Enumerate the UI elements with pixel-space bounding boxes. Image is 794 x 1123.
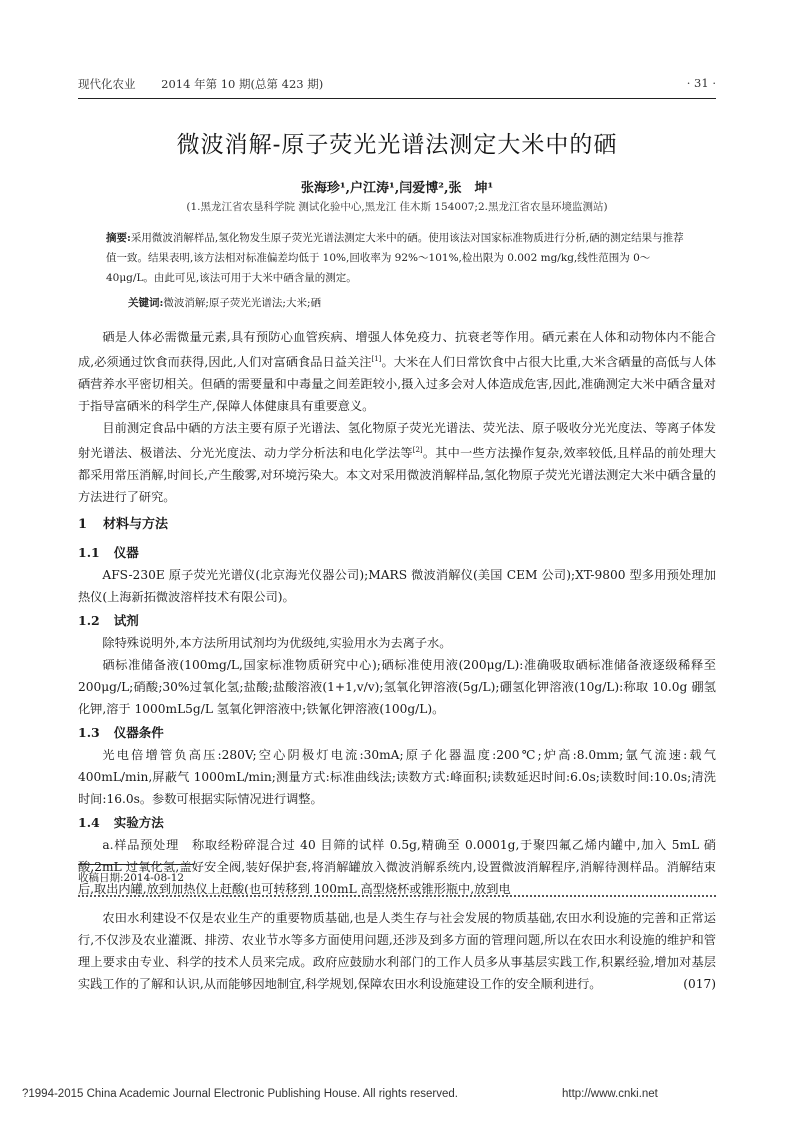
section-heading: 1 材料与方法: [78, 517, 169, 533]
citation-ref[interactable]: [1]: [371, 355, 382, 363]
subsection-heading: 1.1 仪器: [78, 545, 139, 561]
article-title: 微波消解-原子荧光光谱法测定大米中的硒: [176, 132, 618, 158]
subsection-heading: 1.4 实验方法: [78, 815, 164, 831]
copyright-text: ?1994-2015 China Academic Journal Electronic Publishing House. All rights reserved.: [22, 1088, 458, 1100]
keywords-text: 微波消解;原子荧光光谱法;大米;硒: [163, 297, 322, 309]
subsection-heading: 1.2 试剂: [78, 613, 139, 629]
keywords: [128, 295, 688, 310]
affiliation: (1.黑龙江省农垦科学院 测试化验中心,黑龙江 佳木斯 154007;2.黑龙江省农垦环境监测站): [186, 201, 608, 213]
running-header: [78, 76, 716, 92]
intro-paragraph: 硒是人体必需微量元素,具有预防心血管疾病、增强人体免疫力、抗衰老等作用。硒元素在人体和动物体内不能合成,必须通过饮食而获得,因此,人们对富硒食品日益关注[1]。大米在人们日常饮食中占很大比重,大米含硒量的高低与人体硒营养水平密切相关。但硒的需要量和中毒量之间差距较小,摄入过多会对人体造成危害,因此,准确测定大米中硒含量对于指导富硒米的科学生产,保障人体健康具有重要意义。: [78, 330, 717, 414]
subsection-heading: 1.3 仪器条件: [78, 725, 164, 741]
dotted-divider: [78, 895, 716, 897]
authors: 张海珍¹,户江涛¹,闫爱博²,张 坤¹: [300, 181, 494, 196]
page-number: · 31 ·: [686, 76, 716, 90]
article-body: [78, 326, 716, 900]
abstract: [106, 228, 688, 288]
abstract-label: 摘要:: [106, 232, 131, 244]
footnote-rule: [78, 864, 194, 865]
citation-ref[interactable]: [2]: [412, 446, 423, 455]
copyright-footer: [22, 1088, 772, 1100]
paragraph: a.样品预处理 称取经粉碎混合过 40 目筛的试样 0.5g,精确至 0.0001g,于聚四氟乙烯内罐中,加入 5mL 硝酸,2mL 过氧化氢,盖好安全阀,装好保护套,将消解罐放入微波消解系统内,设置微波消解程序,消解待测样品。消解结束后,取出内罐,放到加热仪上赶酸(也可转移到 100mL 高型烧杯或锥形瓶中,放到电: [78, 838, 716, 897]
paragraph: 除特殊说明外,本方法所用试剂均为优级纯,实验用水为去离子水。: [102, 636, 452, 651]
cnki-link[interactable]: http://www.cnki.net: [562, 1088, 658, 1100]
received-date: 收稿日期:2014-08-12: [78, 872, 185, 884]
keywords-label: 关键词:: [128, 297, 164, 309]
paragraph: 光电倍增管负高压:280V;空心阴极灯电流:30mA;原子化器温度:200℃;炉高:8.0mm;氩气流速:载气 400mL/min,屏蔽气 1000mL/min;测量方式:标准曲线法;读数方式:峰面积;读数延迟时间:6.0s;读数时间:10.0s;清洗时间:16.0s。参数可根据实际情况进行调整。: [78, 748, 716, 807]
filler-text: 农田水利建设不仅是农业生产的重要物质基础,也是人类生存与社会发展的物质基础,农田水利设施的完善和正常运行,不仅涉及农业灌溉、排涝、农业节水等多方面使用问题,还涉及到多方面的管理问题,所以在农田水利设施的维护和管理上要求由专业、科学的技术人员来完成。政府应鼓励水利部门的工作人员多从事基层实践工作,积累经验,增加对基层实践工作的了解和认识,从而能够因地制宜,科学规划,保障农田水利设施建设工作的安全顺利进行。: [78, 911, 716, 991]
abstract-text: 采用微波消解样品,氢化物发生原子荧光光谱法测定大米中的硒。使用该法对国家标准物质进行分析,硒的测定结果与推荐值一致。结果表明,该方法相对标准偏差均低于 10%,回收率为 92%～101%,检出限为 0.002 mg/kg,线性范围为 0～40μg/L。由此可见,该法可用于大米中硒含量的测定。: [106, 232, 684, 284]
filler-article: [78, 907, 716, 995]
journal-name: 现代化农业: [78, 77, 136, 91]
issue-info: 2014 年第 10 期(总第 423 期): [161, 77, 324, 91]
paragraph: 硒标准储备液(100mg/L,国家标准物质研究中心);硒标准使用液(200μg/L):准确吸取硒标准储备液逐级稀释至 200μg/L;硝酸;30%过氧化氢;盐酸;盐酸溶液(1+1,v/v);氢氧化钾溶液(5g/L);硼氢化钾溶液(10g/L):称取 10.0g 硼氢化钾,溶于 1000mL5g/L 氢氧化钾溶液中;铁氰化钾溶液(100g/L)。: [78, 658, 716, 717]
intro-paragraph: 目前测定食品中硒的方法主要有原子光谱法、氢化物原子荧光光谱法、荧光法、原子吸收分光光度法、等离子体发射光谱法、极谱法、分光光度法、动力学分析法和电化学法等[2]。其中一些方法操作复杂,效率较低,且样品的前处理大都采用常压消解,时间长,产生酸雾,对环境污染大。本文对采用微波消解样品,氢化物原子荧光光谱法测定大米中硒含量的方法进行了研究。: [78, 421, 716, 505]
filler-code: (017): [683, 977, 716, 991]
paragraph: AFS-230E 原子荧光光谱仪(北京海光仪器公司);MARS 微波消解仪(美国 CEM 公司);XT-9800 型多用预处理加热仪(上海新拓微波溶样技术有限公司)。: [78, 568, 716, 605]
header-rule: [78, 98, 716, 99]
